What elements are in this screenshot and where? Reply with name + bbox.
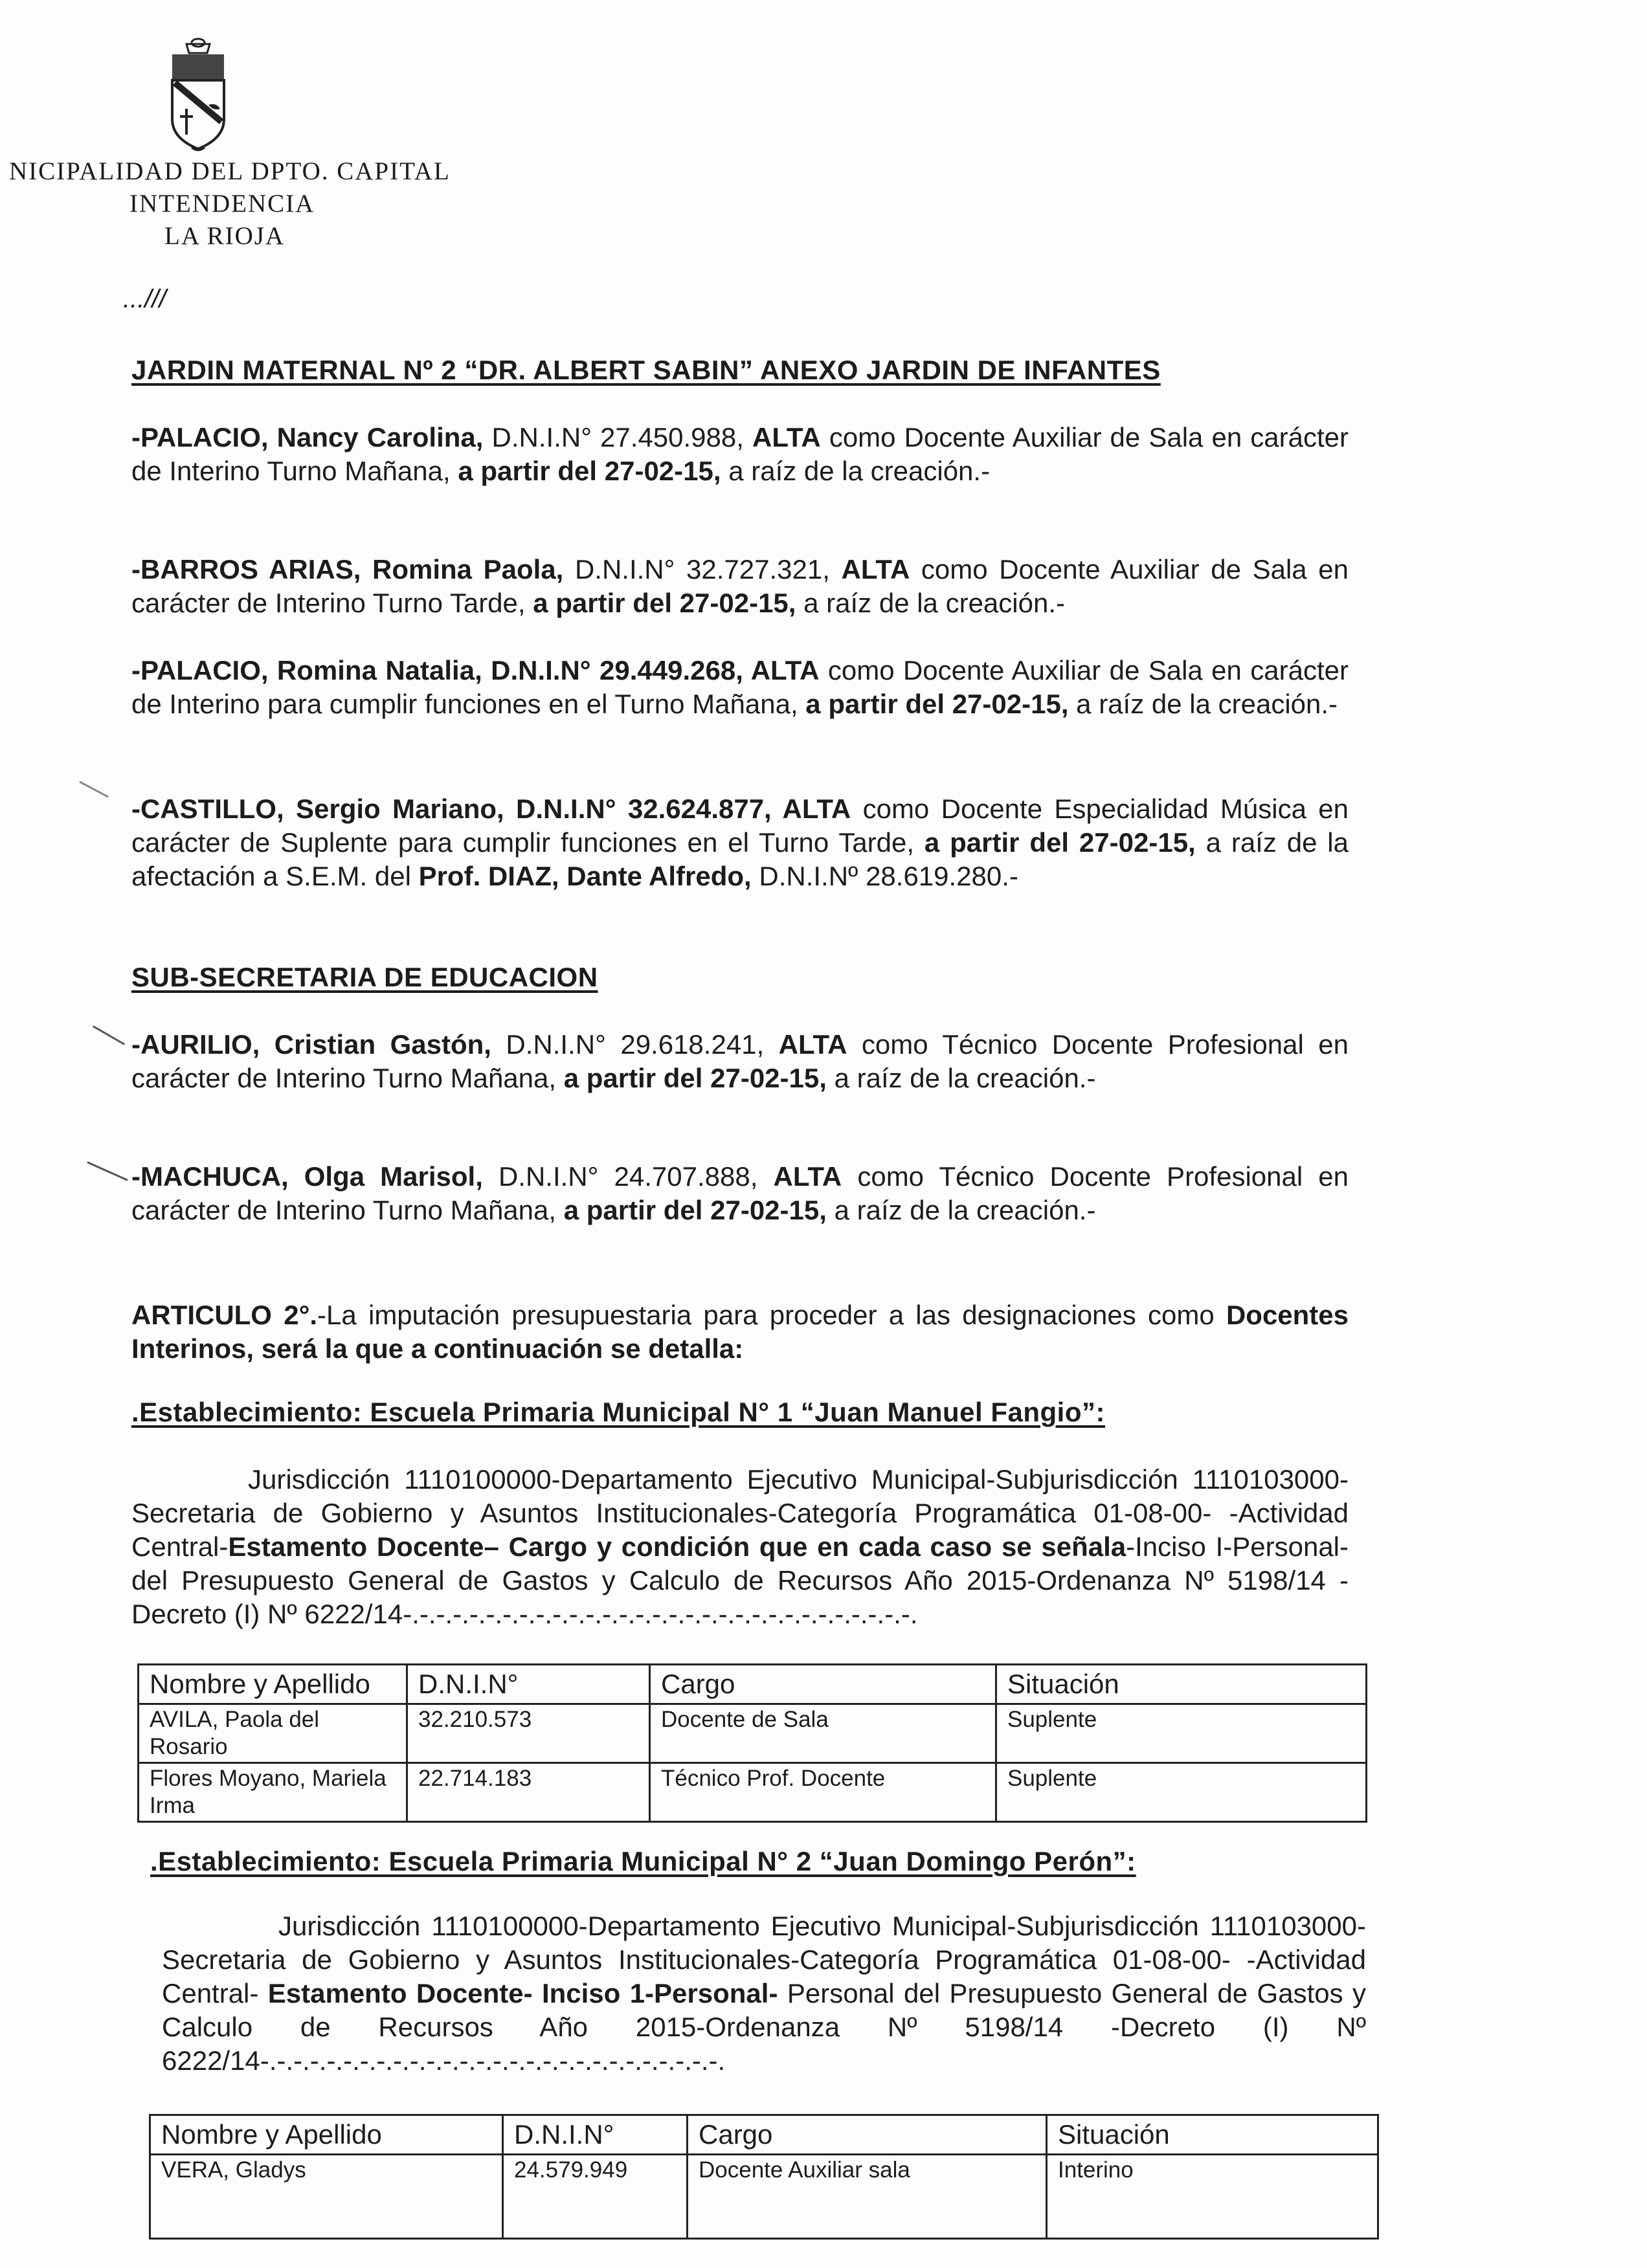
entry-aurilio: -AURILIO, Cristian Gastón, D.N.I.N° 29.618.241, ALTA como Técnico Docente Profesional en carácter de Interino Turno Mañana, a partir del 27-02-15, a raíz de la creación.- xyxy=(131,1029,1349,1093)
col-situacion: Situación xyxy=(1047,2115,1378,2155)
col-dni: D.N.I.N° xyxy=(407,1665,650,1704)
cell-dni: 24.579.949 xyxy=(503,2155,688,2239)
table-header-row xyxy=(139,1665,1367,1704)
establecimiento-1-title: .Establecimiento: Escuela Primaria Municipal N° 1 “Juan Manuel Fangio”: xyxy=(131,1397,1105,1427)
entry-palacio-romina: -PALACIO, Romina Natalia, D.N.I.N° 29.449.268, ALTA como Docente Auxiliar de Sala en carácter de Interino para cumplir funciones en el Turno Mañana, a partir del 27-02-15, a raíz de la creación.- xyxy=(131,655,1349,719)
table-establecimiento-2 xyxy=(149,2114,1379,2240)
cell-dni: 22.714.183 xyxy=(407,1763,650,1822)
imputacion-establecimiento-2: Jurisdicción 1110100000-Departamento Ejecutivo Municipal-Subjurisdicción 1110103000-Secretaria de Gobierno y Asuntos Institucionales-Categoría Programática 01-08-00- -Actividad Central- Estamento Docente- Inciso 1-Personal- Personal del Presupuesto General de Gastos y Calculo de Recursos Año 2015-Ordenanza Nº 5198/14 -Decreto (I) Nº 6222/14-.-.-.-.-.-.-.-.-.-.-.-.-.-.-.-.-.-.-.-.-.-.-.-.-.-.-.-. xyxy=(162,1911,1366,2076)
cell-nombre: AVILA, Paola del Rosario xyxy=(139,1704,407,1763)
table-establecimiento-1 xyxy=(137,1663,1367,1823)
cell-cargo: Técnico Prof. Docente xyxy=(650,1763,996,1822)
establecimiento-2-title: .Establecimiento: Escuela Primaria Municipal N° 2 “Juan Domingo Perón”: xyxy=(150,1846,1136,1876)
cell-situacion: Interino xyxy=(1047,2155,1378,2239)
continuation-mark: .../// xyxy=(123,285,166,313)
pen-mark xyxy=(79,781,109,797)
col-nombre: Nombre y Apellido xyxy=(150,2115,503,2155)
header-line-2: INTENDENCIA xyxy=(129,190,315,217)
col-situacion: Situación xyxy=(996,1665,1367,1704)
municipality-header xyxy=(9,155,592,252)
table-row xyxy=(139,1763,1367,1822)
table-row xyxy=(150,2155,1378,2239)
pen-mark xyxy=(87,1161,128,1181)
section-title-jardin: JARDIN MATERNAL Nº 2 “DR. ALBERT SABIN” ANEXO JARDIN DE INFANTES xyxy=(131,355,1161,385)
col-cargo: Cargo xyxy=(688,2115,1047,2155)
header-line-1: NICIPALIDAD DEL DPTO. CAPITAL xyxy=(9,157,451,185)
entry-barros-arias: -BARROS ARIAS, Romina Paola, D.N.I.N° 32.727.321, ALTA como Docente Auxiliar de Sala en carácter de Interino Turno Tarde, a partir del 27-02-15, a raíz de la creación.- xyxy=(131,554,1349,618)
col-nombre: Nombre y Apellido xyxy=(139,1665,407,1704)
cell-dni: 32.210.573 xyxy=(407,1704,650,1763)
col-cargo: Cargo xyxy=(650,1665,996,1704)
table-header-row xyxy=(150,2115,1378,2155)
entry-castillo: -CASTILLO, Sergio Mariano, D.N.I.N° 32.624.877, ALTA como Docente Especialidad Música en carácter de Suplente para cumplir funciones en el Turno Tarde, a partir del 27-02-15, a raíz de la afectación a S.E.M. del Prof. DIAZ, Dante Alfredo, D.N.I.Nº 28.619.280.- xyxy=(131,794,1349,891)
cell-cargo: Docente Auxiliar sala xyxy=(688,2155,1047,2239)
entry-palacio-nancy: -PALACIO, Nancy Carolina, D.N.I.N° 27.450.988, ALTA como Docente Auxiliar de Sala en carácter de Interino Turno Mañana, a partir del 27-02-15, a raíz de la creación.- xyxy=(131,422,1349,486)
imputacion-establecimiento-1: Jurisdicción 1110100000-Departamento Ejecutivo Municipal-Subjurisdicción 1110103000-Secretaria de Gobierno y Asuntos Institucionales-Categoría Programática 01-08-00- -Actividad Central-Estamento Docente– Cargo y condición que en cada caso se señala-Inciso I-Personal- del Presupuesto General de Gastos y Calculo de Recursos Año 2015-Ordenanza Nº 5198/14 -Decreto (I) Nº 6222/14-.-.-.-.-.-.-.-.-.-.-.-.-.-.-.-.-.-.-.-.-.-.-.-.-.-.-.-.-.-.-. xyxy=(131,1464,1349,1629)
municipal-crest-seal xyxy=(153,38,243,154)
cell-situacion: Suplente xyxy=(996,1763,1367,1822)
cell-nombre: VERA, Gladys xyxy=(150,2155,503,2239)
cell-situacion: Suplente xyxy=(996,1704,1367,1763)
section-title-subsecretaria: SUB-SECRETARIA DE EDUCACION xyxy=(131,962,598,992)
cell-nombre: Flores Moyano, Mariela Irma xyxy=(139,1763,407,1822)
articulo-2: ARTICULO 2°.-La imputación presupuestaria para proceder a las designaciones como Docentes Interinos, será la que a continuación se detalla: xyxy=(131,1300,1349,1364)
pen-mark xyxy=(93,1025,125,1045)
entry-machuca: -MACHUCA, Olga Marisol, D.N.I.N° 24.707.888, ALTA como Técnico Docente Profesional en carácter de Interino Turno Mañana, a partir del 27-02-15, a raíz de la creación.- xyxy=(131,1161,1349,1225)
cell-cargo: Docente de Sala xyxy=(650,1704,996,1763)
col-dni: D.N.I.N° xyxy=(503,2115,688,2155)
table-row xyxy=(139,1704,1367,1763)
header-line-3: LA RIOJA xyxy=(164,222,286,250)
